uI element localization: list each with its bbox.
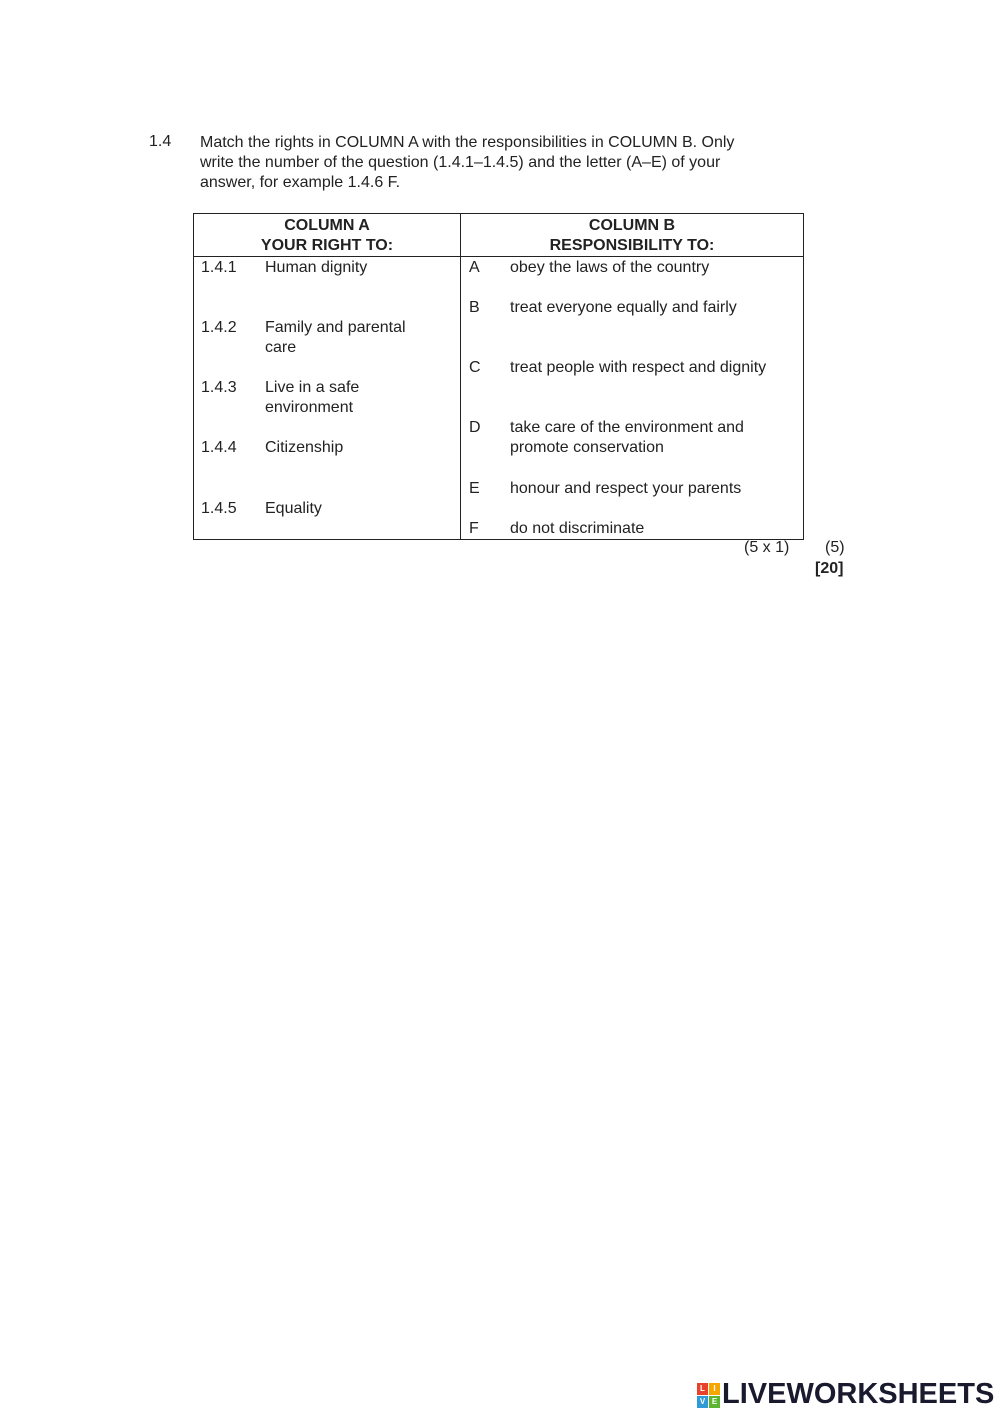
instruction-line: write the number of the question (1.4.1–1.4.5) and the letter (A–E) of your bbox=[200, 154, 721, 171]
responsibility-item bbox=[461, 358, 803, 418]
responsibility-text: treat people with respect and dignity bbox=[510, 359, 767, 376]
responsibility-item bbox=[461, 258, 803, 298]
responsibility-letter: B bbox=[469, 299, 480, 316]
responsibility-letter: A bbox=[469, 259, 480, 276]
matching-table bbox=[193, 213, 804, 540]
responsibility-letter: C bbox=[469, 359, 481, 376]
right-item bbox=[194, 499, 460, 559]
total-marks: [20] bbox=[815, 560, 844, 577]
responsibility-item bbox=[461, 418, 803, 479]
responsibility-item bbox=[461, 519, 803, 539]
brand-name: LIVEWORKSHEETS bbox=[722, 1378, 995, 1410]
responsibility-text: obey the laws of the country bbox=[510, 259, 710, 276]
logo-tile: E bbox=[709, 1396, 720, 1408]
column-a-header bbox=[194, 214, 461, 257]
right-number: 1.4.3 bbox=[201, 379, 237, 396]
instruction-line: answer, for example 1.4.6 F. bbox=[200, 174, 401, 191]
column-a-subtitle: YOUR RIGHT TO: bbox=[260, 237, 394, 254]
column-b-title: COLUMN B bbox=[588, 217, 676, 234]
instruction-line: Match the rights in COLUMN A with the responsibilities in COLUMN B. Only bbox=[200, 134, 735, 151]
liveworksheets-brand bbox=[697, 1378, 994, 1411]
marks-calculation: (5 x 1) bbox=[744, 539, 790, 556]
logo-tile: L bbox=[697, 1383, 708, 1395]
right-item bbox=[194, 318, 460, 358]
responsibility-item bbox=[461, 479, 803, 519]
column-b-subtitle: RESPONSIBILITY TO: bbox=[549, 237, 715, 254]
responsibility-letter: F bbox=[469, 520, 479, 537]
right-number: 1.4.1 bbox=[201, 259, 237, 276]
right-item bbox=[194, 438, 460, 498]
responsibility-text: take care of the environment and promote conservation bbox=[510, 419, 744, 456]
responsibility-text: treat everyone equally and fairly bbox=[510, 299, 737, 316]
right-text: Human dignity bbox=[265, 259, 368, 276]
right-number: 1.4.5 bbox=[201, 500, 237, 517]
column-a-title: COLUMN A bbox=[284, 217, 370, 234]
liveworksheets-logo-icon bbox=[697, 1383, 719, 1407]
column-a-body bbox=[194, 257, 461, 540]
question-instructions bbox=[200, 133, 810, 193]
responsibility-text: honour and respect your parents bbox=[510, 480, 742, 497]
right-item bbox=[194, 258, 460, 318]
right-text: Live in a safe environment bbox=[265, 379, 360, 416]
question-number: 1.4 bbox=[149, 133, 172, 150]
right-text: Citizenship bbox=[265, 439, 344, 456]
right-number: 1.4.4 bbox=[201, 439, 237, 456]
right-item bbox=[194, 378, 460, 438]
responsibility-item bbox=[461, 298, 803, 358]
right-text: Equality bbox=[265, 500, 322, 517]
responsibility-letter: D bbox=[469, 419, 481, 436]
responsibility-letter: E bbox=[469, 480, 480, 497]
column-b-body bbox=[461, 257, 804, 540]
logo-tile: I bbox=[709, 1383, 720, 1395]
column-b-header bbox=[461, 214, 804, 257]
responsibility-text: do not discriminate bbox=[510, 520, 645, 537]
right-number: 1.4.2 bbox=[201, 319, 237, 336]
logo-tile: V bbox=[697, 1396, 708, 1408]
right-text: Family and parental care bbox=[265, 319, 406, 356]
marks-value: (5) bbox=[825, 539, 845, 556]
